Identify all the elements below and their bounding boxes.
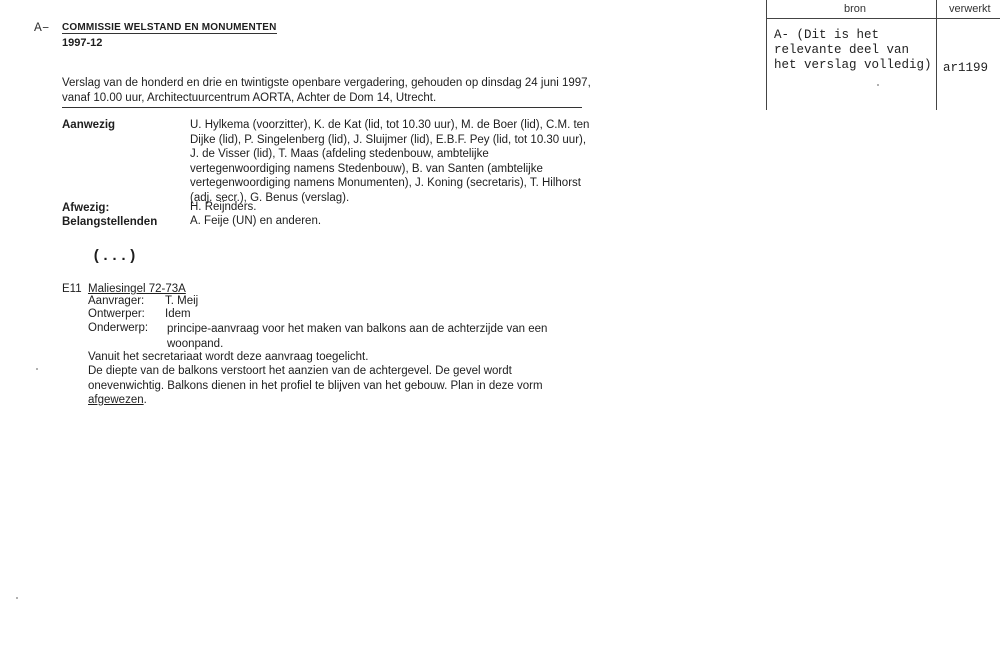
designer-label: Ontwerper:	[88, 308, 145, 320]
absent-label: Afwezig:	[62, 202, 110, 214]
margin-mark: A–	[34, 20, 50, 35]
stamp-border-left	[766, 0, 767, 110]
stakeholders-label: Belangstellenden	[62, 216, 158, 228]
omission-marker: (...)	[92, 248, 138, 265]
designer-value: Idem	[165, 308, 191, 320]
divider	[62, 107, 582, 108]
scan-speck	[877, 84, 879, 86]
item-code: E11	[62, 283, 82, 295]
assessment-end: .	[143, 394, 147, 407]
organization-title: COMMISSIE WELSTAND EN MONUMENTEN	[62, 22, 277, 33]
scan-speck	[36, 368, 38, 370]
present-label: Aanwezig	[62, 119, 116, 131]
meeting-intro: Verslag van de honderd en drie en twintigste openbare vergadering, gehouden op dinsdag 24 juni 1997, vanaf 10.00 uur, Architectuurcentrum AORTA, Achter de Dom 14, Utrecht.	[62, 77, 591, 104]
subject-value: principe-aanvraag voor het maken van balkons aan de achterzijde van een woonpand.	[167, 323, 548, 350]
item-address: Maliesingel 72-73A	[88, 283, 186, 295]
stakeholders-list: A. Feije (UN) en anderen.	[190, 215, 322, 227]
applicant-value: T. Meij	[165, 295, 199, 307]
subject-label: Onderwerp:	[88, 322, 149, 334]
present-list: U. Hylkema (voorzitter), K. de Kat (lid, tot 10.30 uur), M. de Boer (lid), C.M. ten Dijke (lid), P. Singelenberg (lid), J. Sluijmer (lid), E.B.F. Pey (lid, tot 10.30 uur), J. de Visser (lid), T. Maas (afdeling stedenbouw, ambtelijke vertegenwoordiging namens Stedenbouw), B. van Santen (ambtelijke vertegenwoordiging namens Monumenten), J. Koning (secretaris), T. Hilhorst (adj. secr.), G. Benus (verslag).	[190, 119, 590, 204]
scan-speck	[16, 597, 18, 599]
stamp-code: ar1199	[943, 61, 989, 75]
stamp-header-line	[766, 18, 1000, 19]
document-reference: 1997-12	[62, 37, 103, 49]
assessment-text: De diepte van de balkons verstoort het aanzien van de achtergevel. De gevel wordt onevenwichtig. Balkons dienen in het profiel te blijven van het gebouw. Plan in deze vorm	[88, 365, 543, 392]
decision-text: afgewezen	[88, 394, 144, 407]
item-explanation: Vanuit het secretariaat wordt deze aanvraag toegelicht.	[88, 351, 369, 363]
stamp-processed-header: verwerkt	[949, 3, 991, 15]
stamp-source-header: bron	[844, 3, 867, 15]
stamp-note: A- (Dit is het relevante deel van het verslag volledig)	[774, 28, 932, 72]
archive-stamp	[766, 0, 1000, 110]
applicant-label: Aanvrager:	[88, 295, 145, 307]
item-assessment	[88, 364, 588, 408]
absent-list: H. Reijnders.	[190, 201, 257, 213]
